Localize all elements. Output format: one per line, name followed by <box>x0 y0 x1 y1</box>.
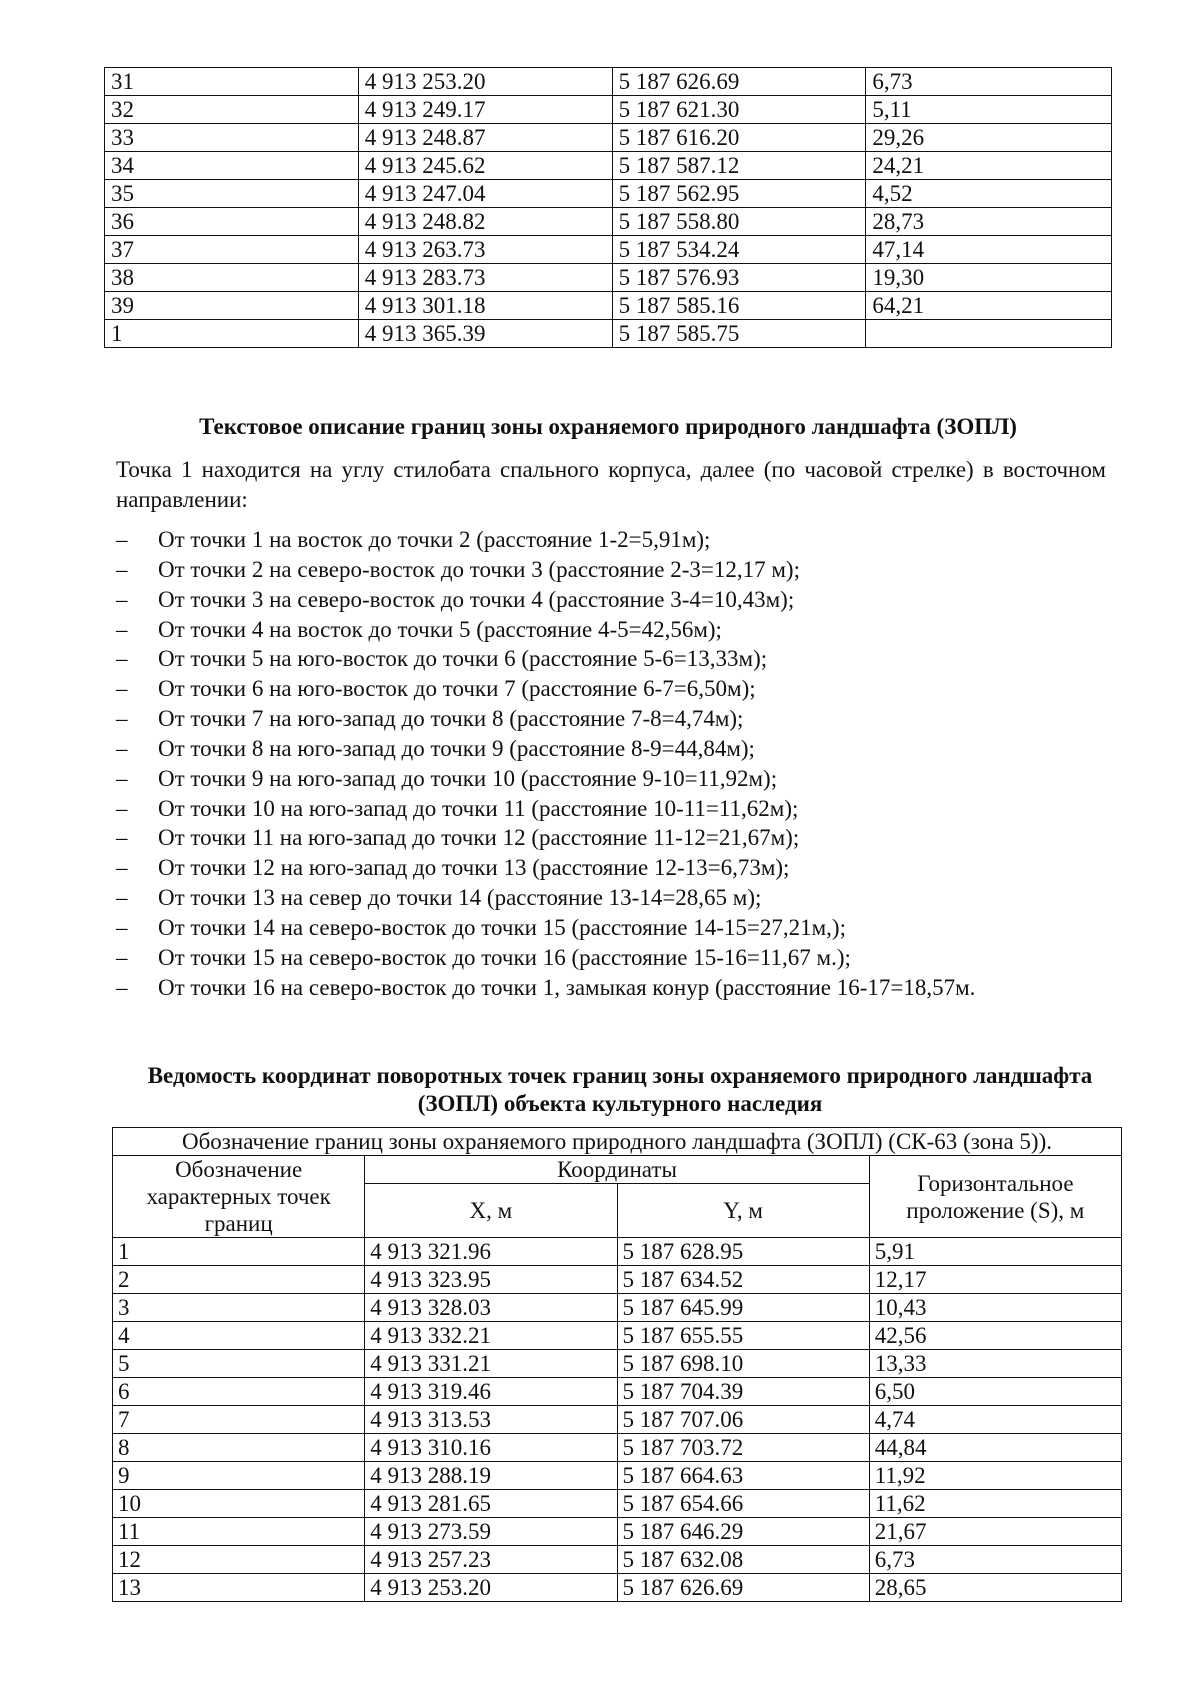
x-coordinate-cell: 4 913 249.17 <box>358 96 612 124</box>
distance-cell: 10,43 <box>869 1294 1121 1322</box>
table-row <box>105 68 1112 96</box>
bullet-dash: – <box>116 556 128 582</box>
point-number-cell: 33 <box>105 124 359 152</box>
list-item-text: От точки 15 на северо-восток до точки 16 (расстояние 15-16=11,67 м.); <box>158 944 851 970</box>
bullet-dash: – <box>116 616 128 642</box>
table-row <box>113 1518 1122 1546</box>
list-item <box>116 585 1116 615</box>
x-coordinate-cell: 4 913 319.46 <box>365 1378 617 1406</box>
list-item-text: От точки 2 на северо-восток до точки 3 (расстояние 2-3=12,17 м); <box>158 556 800 582</box>
point-number-cell: 9 <box>113 1462 365 1490</box>
point-number-cell: 39 <box>105 292 359 320</box>
list-item-text: От точки 7 на юго-запад до точки 8 (расстояние 7-8=4,74м); <box>158 706 744 732</box>
bullet-dash: – <box>116 914 128 940</box>
distance-cell: 6,73 <box>869 1546 1121 1574</box>
table-caption-row <box>113 1128 1122 1156</box>
list-item-text: От точки 4 на восток до точки 5 (расстояние 4-5=42,56м); <box>158 616 722 642</box>
bullet-dash: – <box>116 974 128 1000</box>
list-item <box>116 794 1116 824</box>
bullet-dash: – <box>116 735 128 761</box>
y-coordinate-cell: 5 187 621.30 <box>612 96 866 124</box>
table-row <box>113 1294 1122 1322</box>
distance-cell: 6,50 <box>869 1378 1121 1406</box>
x-coordinate-cell: 4 913 247.04 <box>358 180 612 208</box>
table-row <box>105 236 1112 264</box>
boundary-description-list <box>116 525 1116 1003</box>
x-coordinate-cell: 4 913 283.73 <box>358 264 612 292</box>
point-number-cell: 32 <box>105 96 359 124</box>
point-number-cell: 6 <box>113 1378 365 1406</box>
list-item-text: От точки 13 на север до точки 14 (расстояние 13-14=28,65 м); <box>158 885 762 911</box>
coordinates-table-continued <box>104 67 1112 348</box>
y-coordinate-cell: 5 187 616.20 <box>612 124 866 152</box>
y-coordinate-cell: 5 187 534.24 <box>612 236 866 264</box>
point-number-cell: 1 <box>113 1238 365 1266</box>
x-coordinate-cell: 4 913 310.16 <box>365 1434 617 1462</box>
distance-cell: 5,11 <box>866 96 1112 124</box>
list-item <box>116 973 1116 1003</box>
point-number-cell: 34 <box>105 152 359 180</box>
header-distance: Горизонтальное проложение (S), м <box>869 1156 1121 1238</box>
distance-cell: 13,33 <box>869 1350 1121 1378</box>
bullet-dash: – <box>116 646 128 672</box>
point-number-cell: 13 <box>113 1574 365 1602</box>
point-number-cell: 5 <box>113 1350 365 1378</box>
header-x: X, м <box>365 1184 617 1238</box>
y-coordinate-cell: 5 187 626.69 <box>612 68 866 96</box>
zopl-coordinates-table-body <box>113 1128 1122 1602</box>
list-item <box>116 764 1116 794</box>
table-row <box>113 1490 1122 1518</box>
table-row <box>105 96 1112 124</box>
y-coordinate-cell: 5 187 664.63 <box>617 1462 869 1490</box>
list-item <box>116 913 1116 943</box>
x-coordinate-cell: 4 913 365.39 <box>358 320 612 348</box>
table-row <box>113 1462 1122 1490</box>
header-y: Y, м <box>617 1184 869 1238</box>
table-row <box>105 208 1112 236</box>
section-title-coordinates: Ведомость координат поворотных точек границ зоны охраняемого природного ландшафта (ЗОПЛ) объекта культурного наследия <box>147 1063 1093 1116</box>
list-item-text: От точки 6 на юго-восток до точки 7 (расстояние 6-7=6,50м); <box>158 676 756 702</box>
list-item <box>116 704 1116 734</box>
coordinates-table-body <box>105 68 1112 348</box>
point-number-cell: 4 <box>113 1322 365 1350</box>
table-row <box>113 1546 1122 1574</box>
y-coordinate-cell: 5 187 585.16 <box>612 292 866 320</box>
y-coordinate-cell: 5 187 628.95 <box>617 1238 869 1266</box>
distance-cell: 11,62 <box>869 1490 1121 1518</box>
x-coordinate-cell: 4 913 313.53 <box>365 1406 617 1434</box>
distance-cell: 4,52 <box>866 180 1112 208</box>
distance-cell: 28,73 <box>866 208 1112 236</box>
point-number-cell: 3 <box>113 1294 365 1322</box>
point-number-cell: 36 <box>105 208 359 236</box>
list-item <box>116 853 1116 883</box>
y-coordinate-cell: 5 187 585.75 <box>612 320 866 348</box>
y-coordinate-cell: 5 187 587.12 <box>612 152 866 180</box>
distance-cell: 21,67 <box>869 1518 1121 1546</box>
x-coordinate-cell: 4 913 253.20 <box>358 68 612 96</box>
list-item-text: От точки 1 на восток до точки 2 (расстояние 1-2=5,91м); <box>158 527 711 552</box>
bullet-dash: – <box>116 586 128 612</box>
list-item <box>116 555 1116 585</box>
header-coordinates: Координаты <box>365 1156 870 1184</box>
distance-cell: 19,30 <box>866 264 1112 292</box>
list-item <box>116 674 1116 704</box>
point-number-cell: 8 <box>113 1434 365 1462</box>
y-coordinate-cell: 5 187 558.80 <box>612 208 866 236</box>
table-row <box>105 124 1112 152</box>
list-item <box>116 823 1116 853</box>
point-number-cell: 11 <box>113 1518 365 1546</box>
distance-cell: 24,21 <box>866 152 1112 180</box>
y-coordinate-cell: 5 187 634.52 <box>617 1266 869 1294</box>
list-item-text: От точки 16 на северо-восток до точки 1, замыкая конур (расстояние 16-17=18,57м. <box>158 974 976 1000</box>
distance-cell: 64,21 <box>866 292 1112 320</box>
list-item-text: От точки 3 на северо-восток до точки 4 (расстояние 3-4=10,43м); <box>158 586 795 612</box>
x-coordinate-cell: 4 913 257.23 <box>365 1546 617 1574</box>
table-row <box>113 1434 1122 1462</box>
table-row <box>113 1378 1122 1406</box>
x-coordinate-cell: 4 913 245.62 <box>358 152 612 180</box>
bullet-dash: – <box>116 527 128 552</box>
list-item-text: От точки 14 на северо-восток до точки 15 (расстояние 14-15=27,21м,); <box>158 914 846 940</box>
distance-cell: 42,56 <box>869 1322 1121 1350</box>
distance-cell: 29,26 <box>866 124 1112 152</box>
table-caption: Обозначение границ зоны охраняемого природного ландшафта (ЗОПЛ) (СК-63 (зона 5)). <box>113 1128 1122 1156</box>
distance-cell: 47,14 <box>866 236 1112 264</box>
list-item-text: От точки 11 на юго-запад до точки 12 (расстояние 11-12=21,67м); <box>158 825 800 851</box>
list-item-text: От точки 5 на юго-восток до точки 6 (расстояние 5-6=13,33м); <box>158 646 768 672</box>
list-item <box>116 734 1116 764</box>
table-row <box>113 1266 1122 1294</box>
bullet-dash: – <box>116 795 128 821</box>
point-number-cell: 7 <box>113 1406 365 1434</box>
bullet-dash: – <box>116 706 128 732</box>
bullet-dash: – <box>116 944 128 970</box>
point-number-cell: 35 <box>105 180 359 208</box>
distance-cell: 28,65 <box>869 1574 1121 1602</box>
table-row <box>113 1350 1122 1378</box>
x-coordinate-cell: 4 913 288.19 <box>365 1462 617 1490</box>
distance-cell: 44,84 <box>869 1434 1121 1462</box>
x-coordinate-cell: 4 913 323.95 <box>365 1266 617 1294</box>
list-item <box>116 943 1116 973</box>
y-coordinate-cell: 5 187 654.66 <box>617 1490 869 1518</box>
distance-cell: 11,92 <box>869 1462 1121 1490</box>
intro-paragraph: Точка 1 находится на углу стилобата спального корпуса, далее (по часовой стрелке) в восточном направлении: <box>116 457 1106 512</box>
point-number-cell: 1 <box>105 320 359 348</box>
header-points: Обозначение характерных точек границ <box>113 1156 365 1238</box>
bullet-dash: – <box>116 855 128 881</box>
y-coordinate-cell: 5 187 626.69 <box>617 1574 869 1602</box>
table-row <box>105 152 1112 180</box>
list-item-text: От точки 8 на юго-запад до точки 9 (расстояние 8-9=44,84м); <box>158 735 755 761</box>
table-row <box>113 1238 1122 1266</box>
bullet-dash: – <box>116 825 128 851</box>
x-coordinate-cell: 4 913 332.21 <box>365 1322 617 1350</box>
distance-cell: 12,17 <box>869 1266 1121 1294</box>
x-coordinate-cell: 4 913 248.87 <box>358 124 612 152</box>
distance-cell: 4,74 <box>869 1406 1121 1434</box>
point-number-cell: 2 <box>113 1266 365 1294</box>
list-item <box>116 525 1116 555</box>
table-row <box>113 1574 1122 1602</box>
point-number-cell: 10 <box>113 1490 365 1518</box>
y-coordinate-cell: 5 187 655.55 <box>617 1322 869 1350</box>
point-number-cell: 12 <box>113 1546 365 1574</box>
table-row <box>105 320 1112 348</box>
x-coordinate-cell: 4 913 263.73 <box>358 236 612 264</box>
list-item-text: От точки 10 на юго-запад до точки 11 (расстояние 10-11=11,62м); <box>158 795 799 821</box>
list-item-text: От точки 9 на юго-запад до точки 10 (расстояние 9-10=11,92м); <box>158 765 778 791</box>
table-row <box>113 1406 1122 1434</box>
list-item-text: От точки 12 на юго-запад до точки 13 (расстояние 12-13=6,73м); <box>158 855 790 881</box>
x-coordinate-cell: 4 913 321.96 <box>365 1238 617 1266</box>
distance-cell <box>866 320 1112 348</box>
y-coordinate-cell: 5 187 707.06 <box>617 1406 869 1434</box>
distance-cell: 5,91 <box>869 1238 1121 1266</box>
table-row <box>113 1322 1122 1350</box>
list-item <box>116 644 1116 674</box>
zopl-coordinates-table <box>112 1127 1122 1602</box>
point-number-cell: 38 <box>105 264 359 292</box>
y-coordinate-cell: 5 187 562.95 <box>612 180 866 208</box>
y-coordinate-cell: 5 187 703.72 <box>617 1434 869 1462</box>
point-number-cell: 37 <box>105 236 359 264</box>
x-coordinate-cell: 4 913 248.82 <box>358 208 612 236</box>
y-coordinate-cell: 5 187 632.08 <box>617 1546 869 1574</box>
x-coordinate-cell: 4 913 331.21 <box>365 1350 617 1378</box>
x-coordinate-cell: 4 913 281.65 <box>365 1490 617 1518</box>
bullet-dash: – <box>116 676 128 702</box>
bullet-dash: – <box>116 765 128 791</box>
y-coordinate-cell: 5 187 698.10 <box>617 1350 869 1378</box>
point-number-cell: 31 <box>105 68 359 96</box>
table-row <box>105 292 1112 320</box>
x-coordinate-cell: 4 913 253.20 <box>365 1574 617 1602</box>
distance-cell: 6,73 <box>866 68 1112 96</box>
section-title-text-description: Текстовое описание границ зоны охраняемого природного ландшафта (ЗОПЛ) <box>199 414 1017 439</box>
table-header-row <box>113 1156 1122 1184</box>
table-row <box>105 264 1112 292</box>
bullet-dash: – <box>116 885 128 911</box>
y-coordinate-cell: 5 187 704.39 <box>617 1378 869 1406</box>
list-item <box>116 883 1116 913</box>
x-coordinate-cell: 4 913 328.03 <box>365 1294 617 1322</box>
y-coordinate-cell: 5 187 646.29 <box>617 1518 869 1546</box>
y-coordinate-cell: 5 187 576.93 <box>612 264 866 292</box>
table-row <box>105 180 1112 208</box>
list-item <box>116 615 1116 645</box>
x-coordinate-cell: 4 913 301.18 <box>358 292 612 320</box>
y-coordinate-cell: 5 187 645.99 <box>617 1294 869 1322</box>
x-coordinate-cell: 4 913 273.59 <box>365 1518 617 1546</box>
